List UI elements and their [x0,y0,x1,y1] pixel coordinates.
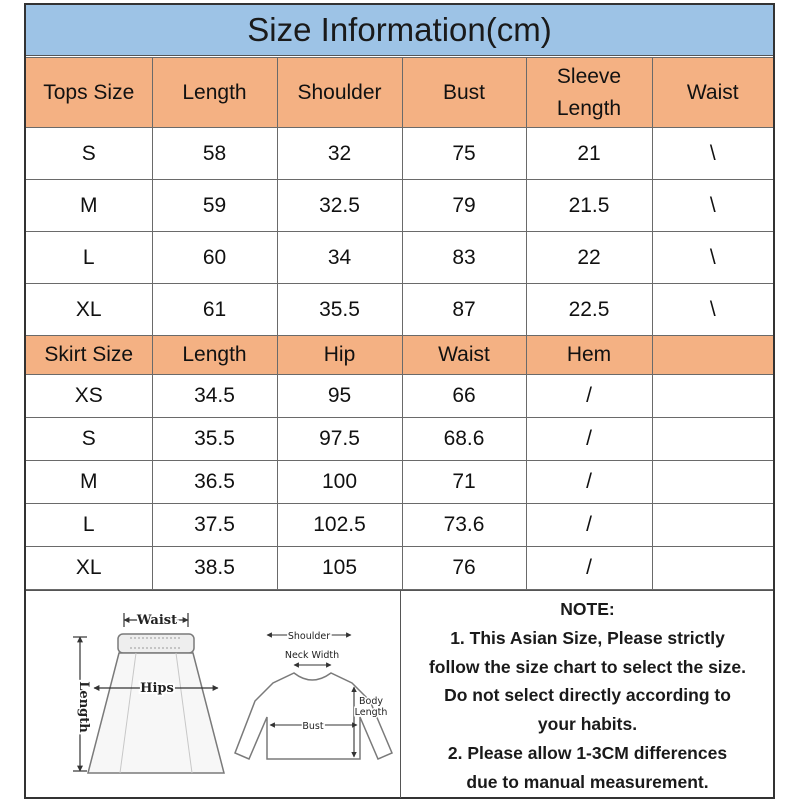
note-line: 2. Please allow 1-3CM differences [447,742,728,763]
shoulder-cell: 32 [277,128,402,180]
table-row [26,375,773,418]
note-heading: NOTE: [560,599,615,619]
skirt-size-table [26,335,773,590]
skirt-header-cell: Length [152,336,277,375]
table-row [26,461,773,504]
table-row [26,128,773,180]
hem-cell: / [526,547,652,590]
tops-header-cell: Tops Size [26,58,152,128]
size-cell: XL [26,284,152,337]
size-cell: M [26,461,152,504]
hip-cell: 105 [277,547,402,590]
waist-cell: \ [652,180,773,232]
skirt-header-cell: Skirt Size [26,336,152,375]
skirt-header-cell: Hip [277,336,402,375]
note-line: 1. This Asian Size, Please strictly [450,627,725,648]
waist-cell: \ [652,128,773,180]
table-row [26,180,773,232]
tops-header-cell: Waist [652,58,773,128]
table-row [26,232,773,284]
length-cell: 58 [152,128,277,180]
neck-width-label: Neck Width [284,650,340,661]
length-cell: 37.5 [152,504,277,547]
waist-cell: 66 [402,375,526,418]
skirt-waistband [118,634,194,653]
table-row [26,418,773,461]
waist-cell: \ [652,232,773,284]
bust-cell: 83 [402,232,526,284]
table-row [26,547,773,590]
size-cell: XL [26,547,152,590]
hip-cell: 102.5 [277,504,402,547]
hem-cell: / [526,375,652,418]
skirt-header-cell [652,336,773,375]
skirt-length-label: Length [76,681,91,733]
bust-label: Bust [302,721,324,732]
empty-cell [652,547,773,590]
sleeve-length-cell: 21 [526,128,652,180]
empty-cell [652,504,773,547]
shoulder-cell: 34 [277,232,402,284]
shoulder-label: Shoulder [287,631,331,642]
tops-header-cell: Bust [402,58,526,128]
body-length-label: Body Length [354,696,388,718]
skirt-header-cell: Waist [402,336,526,375]
length-cell: 35.5 [152,418,277,461]
notes-panel [402,595,773,797]
note-line: follow the size chart to select the size. [428,656,747,677]
note-line: due to manual measurement. [466,771,709,792]
skirt-hips-label: Hips [140,681,174,696]
length-cell: 61 [152,284,277,337]
size-cell: M [26,180,152,232]
bust-cell: 75 [402,128,526,180]
length-cell: 34.5 [152,375,277,418]
note-line: your habits. [537,714,638,735]
size-cell: XS [26,375,152,418]
tops-header-row [26,58,773,128]
hip-cell: 95 [277,375,402,418]
length-cell: 59 [152,180,277,232]
skirt-body [88,653,224,773]
shoulder-cell: 35.5 [277,284,402,337]
measurement-diagram-svg [26,591,401,798]
note-line: Do not select directly according to [444,685,731,706]
measurement-diagrams [26,591,401,798]
skirt-header-cell: Hem [526,336,652,375]
table-row [26,504,773,547]
waist-cell: 76 [402,547,526,590]
bust-cell: 79 [402,180,526,232]
size-cell: L [26,504,152,547]
table-row [26,284,773,337]
hem-cell: / [526,461,652,504]
shoulder-cell: 32.5 [277,180,402,232]
waist-cell: \ [652,284,773,337]
waist-cell: 71 [402,461,526,504]
size-chart [24,3,775,799]
skirt-waist-label: Waist [136,613,178,628]
hem-cell: / [526,418,652,461]
tops-header-cell: Length [152,58,277,128]
tops-header-cell: Shoulder [277,58,402,128]
bust-cell: 87 [402,284,526,337]
size-cell: S [26,128,152,180]
chart-title: Size Information(cm) [26,5,773,56]
tops-size-table [26,57,773,337]
hip-cell: 100 [277,461,402,504]
sleeve-length-cell: 21.5 [526,180,652,232]
size-cell: S [26,418,152,461]
size-cell: L [26,232,152,284]
hip-cell: 97.5 [277,418,402,461]
empty-cell [652,418,773,461]
sleeve-length-cell: 22 [526,232,652,284]
skirt-header-row [26,336,773,375]
length-cell: 60 [152,232,277,284]
waist-cell: 73.6 [402,504,526,547]
tops-header-cell: Sleeve Length [526,58,652,128]
bottom-section [26,590,773,797]
empty-cell [652,461,773,504]
hem-cell: / [526,504,652,547]
waist-cell: 68.6 [402,418,526,461]
length-cell: 38.5 [152,547,277,590]
sleeve-length-cell: 22.5 [526,284,652,337]
length-cell: 36.5 [152,461,277,504]
empty-cell [652,375,773,418]
